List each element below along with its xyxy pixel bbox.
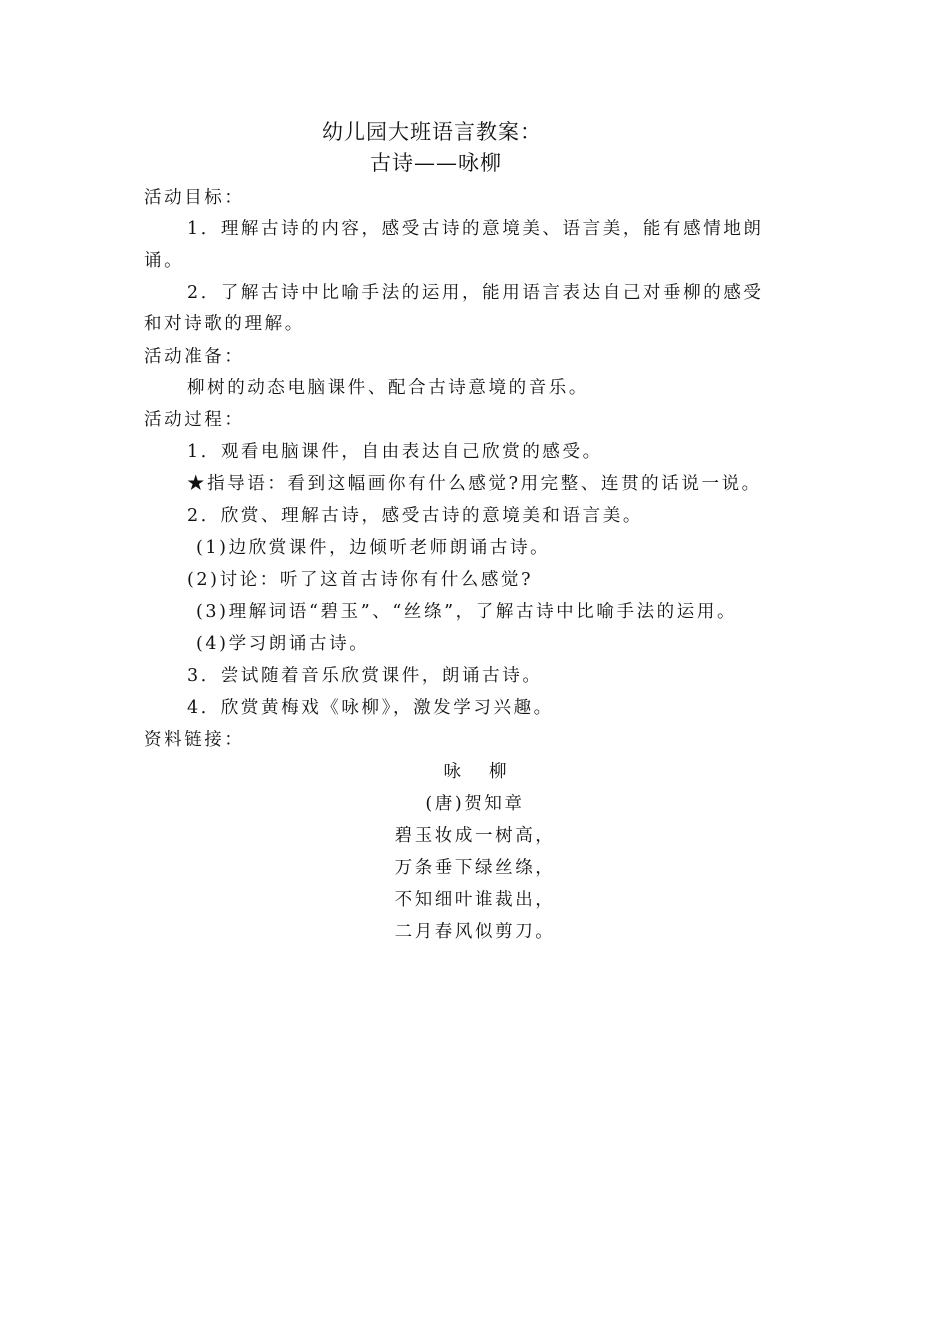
guide-text: ★指导语：看到这幅画你有什么感觉?用完整、连贯的话说一说。 bbox=[187, 474, 762, 494]
poem-line-2: 万条垂下绿丝绦， bbox=[394, 858, 556, 878]
document-subtitle: 古诗——咏柳 bbox=[370, 151, 502, 175]
poem-author: (唐)贺知章 bbox=[425, 794, 525, 814]
links-heading: 资料链接： bbox=[144, 730, 245, 750]
poem-line-3: 不知细叶谁裁出， bbox=[394, 890, 556, 910]
process-step-4: 4．欣赏黄梅戏《咏柳》，激发学习兴趣。 bbox=[187, 698, 554, 718]
document-title: 幼儿园大班语言教案： bbox=[322, 120, 542, 144]
goal-1-line-a: 1．理解古诗的内容，感受古诗的意境美、语言美，能有感情地朗 bbox=[187, 219, 764, 239]
process-step-1: 1．观看电脑课件，自由表达自己欣赏的感受。 bbox=[187, 442, 603, 462]
process-step-3: 3．尝试随着音乐欣赏课件，朗诵古诗。 bbox=[187, 666, 543, 686]
goals-heading: 活动目标： bbox=[144, 188, 245, 208]
process-heading: 活动过程： bbox=[144, 410, 245, 430]
goal-2-line-b: 和对诗歌的理解。 bbox=[144, 314, 305, 334]
prep-text: 柳树的动态电脑课件、配合古诗意境的音乐。 bbox=[187, 378, 589, 398]
goal-2-line-a: 2．了解古诗中比喻手法的运用，能用语言表达自己对垂柳的感受 bbox=[187, 283, 764, 303]
poem-line-4: 二月春风似剪刀。 bbox=[394, 922, 556, 942]
process-step-2: 2．欣赏、理解古诗，感受古诗的意境美和语言美。 bbox=[187, 506, 643, 526]
process-step-2-sub-3: (3)理解词语“碧玉”、“丝绦”，了解古诗中比喻手法的运用。 bbox=[196, 602, 738, 622]
poem-title-char-2: 柳 bbox=[489, 762, 507, 782]
prep-heading: 活动准备： bbox=[144, 347, 245, 367]
goal-1-line-b: 诵。 bbox=[144, 251, 185, 271]
process-step-2-sub-1: (1)边欣赏课件，边倾听老师朗诵古诗。 bbox=[196, 538, 551, 558]
poem-line-1: 碧玉妆成一树高， bbox=[394, 826, 556, 846]
process-step-2-sub-2: (2)讨论：听了这首古诗你有什么感觉? bbox=[187, 570, 534, 590]
poem-title bbox=[0, 760, 950, 784]
poem-title-char-1: 咏 bbox=[443, 762, 461, 782]
process-step-2-sub-4: (4)学习朗诵古诗。 bbox=[196, 634, 370, 654]
